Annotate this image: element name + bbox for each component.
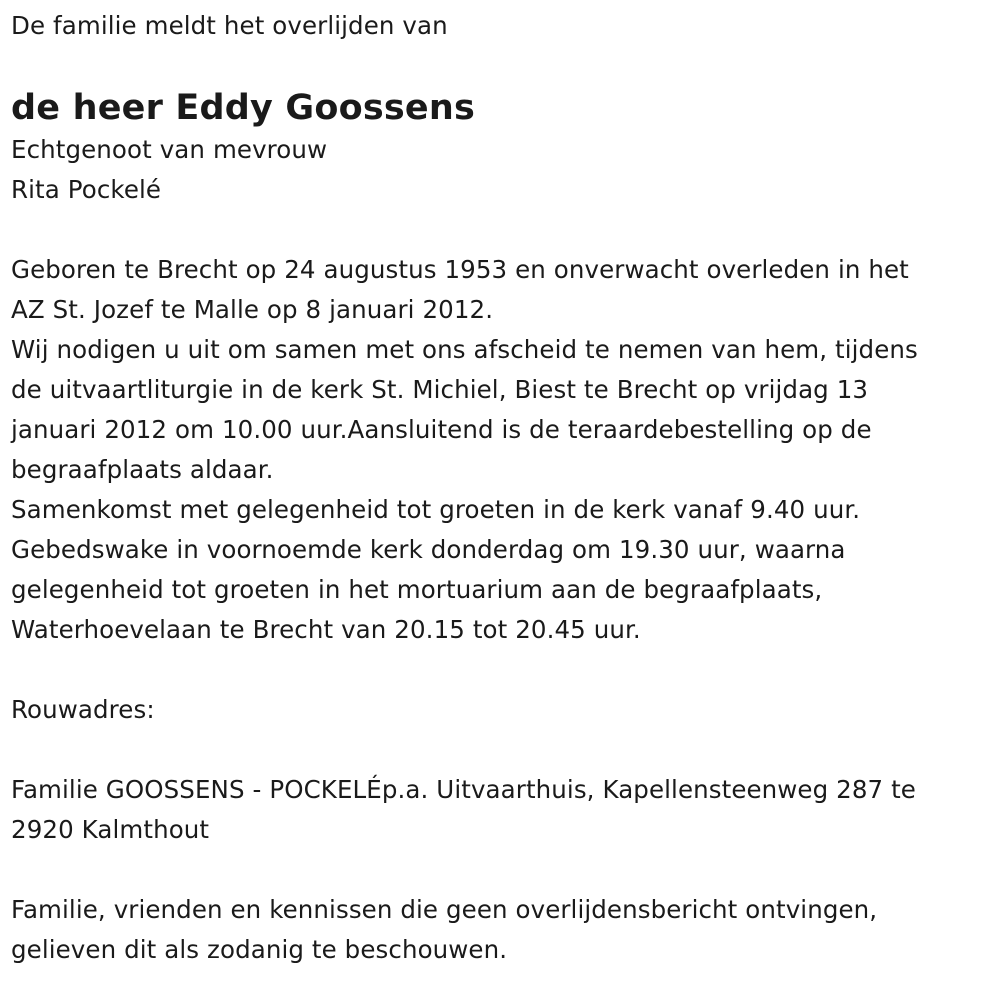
closing-line: gelieven dit als zodanig te beschouwen. (11, 935, 508, 964)
notice-body (11, 250, 992, 650)
spacer (11, 650, 992, 690)
address-line: Familie GOOSSENS - POCKELÉp.a. Uitvaarthuis, Kapellensteenweg 287 te (11, 775, 916, 804)
spacer (11, 210, 992, 250)
body-line: januari 2012 om 10.00 uur.Aansluitend is de teraardebestelling op de (11, 415, 872, 444)
spacer (11, 730, 992, 770)
spouse-line-2: Rita Pockelé (11, 175, 162, 204)
address-label: Rouwadres: (11, 695, 155, 724)
closing-block (11, 890, 992, 970)
body-line: Waterhoevelaan te Brecht van 20.15 tot 20.45 uur. (11, 615, 641, 644)
address-block (11, 770, 992, 850)
closing-line: Familie, vrienden en kennissen die geen overlijdensbericht ontvingen, (11, 895, 878, 924)
address-line: 2920 Kalmthout (11, 815, 210, 844)
body-line: de uitvaartliturgie in de kerk St. Michiel, Biest te Brecht op vrijdag 13 (11, 375, 869, 404)
body-line: AZ St. Jozef te Malle op 8 januari 2012. (11, 295, 494, 324)
intro-text: De familie meldt het overlijden van (11, 11, 448, 40)
body-line: Wij nodigen u uit om samen met ons afscheid te nemen van hem, tijdens (11, 335, 918, 364)
spouse-line-1: Echtgenoot van mevrouw (11, 135, 328, 164)
body-line: Gebedswake in voornoemde kerk donderdag om 19.30 uur, waarna (11, 535, 846, 564)
body-line: begraafplaats aldaar. (11, 455, 274, 484)
body-line: Geboren te Brecht op 24 augustus 1953 en onverwacht overleden in het (11, 255, 909, 284)
body-line: Samenkomst met gelegenheid tot groeten in de kerk vanaf 9.40 uur. (11, 495, 861, 524)
spacer (11, 850, 992, 890)
body-line: gelegenheid tot groeten in het mortuarium aan de begraafplaats, (11, 575, 823, 604)
deceased-name: de heer Eddy Goossens (11, 88, 476, 128)
